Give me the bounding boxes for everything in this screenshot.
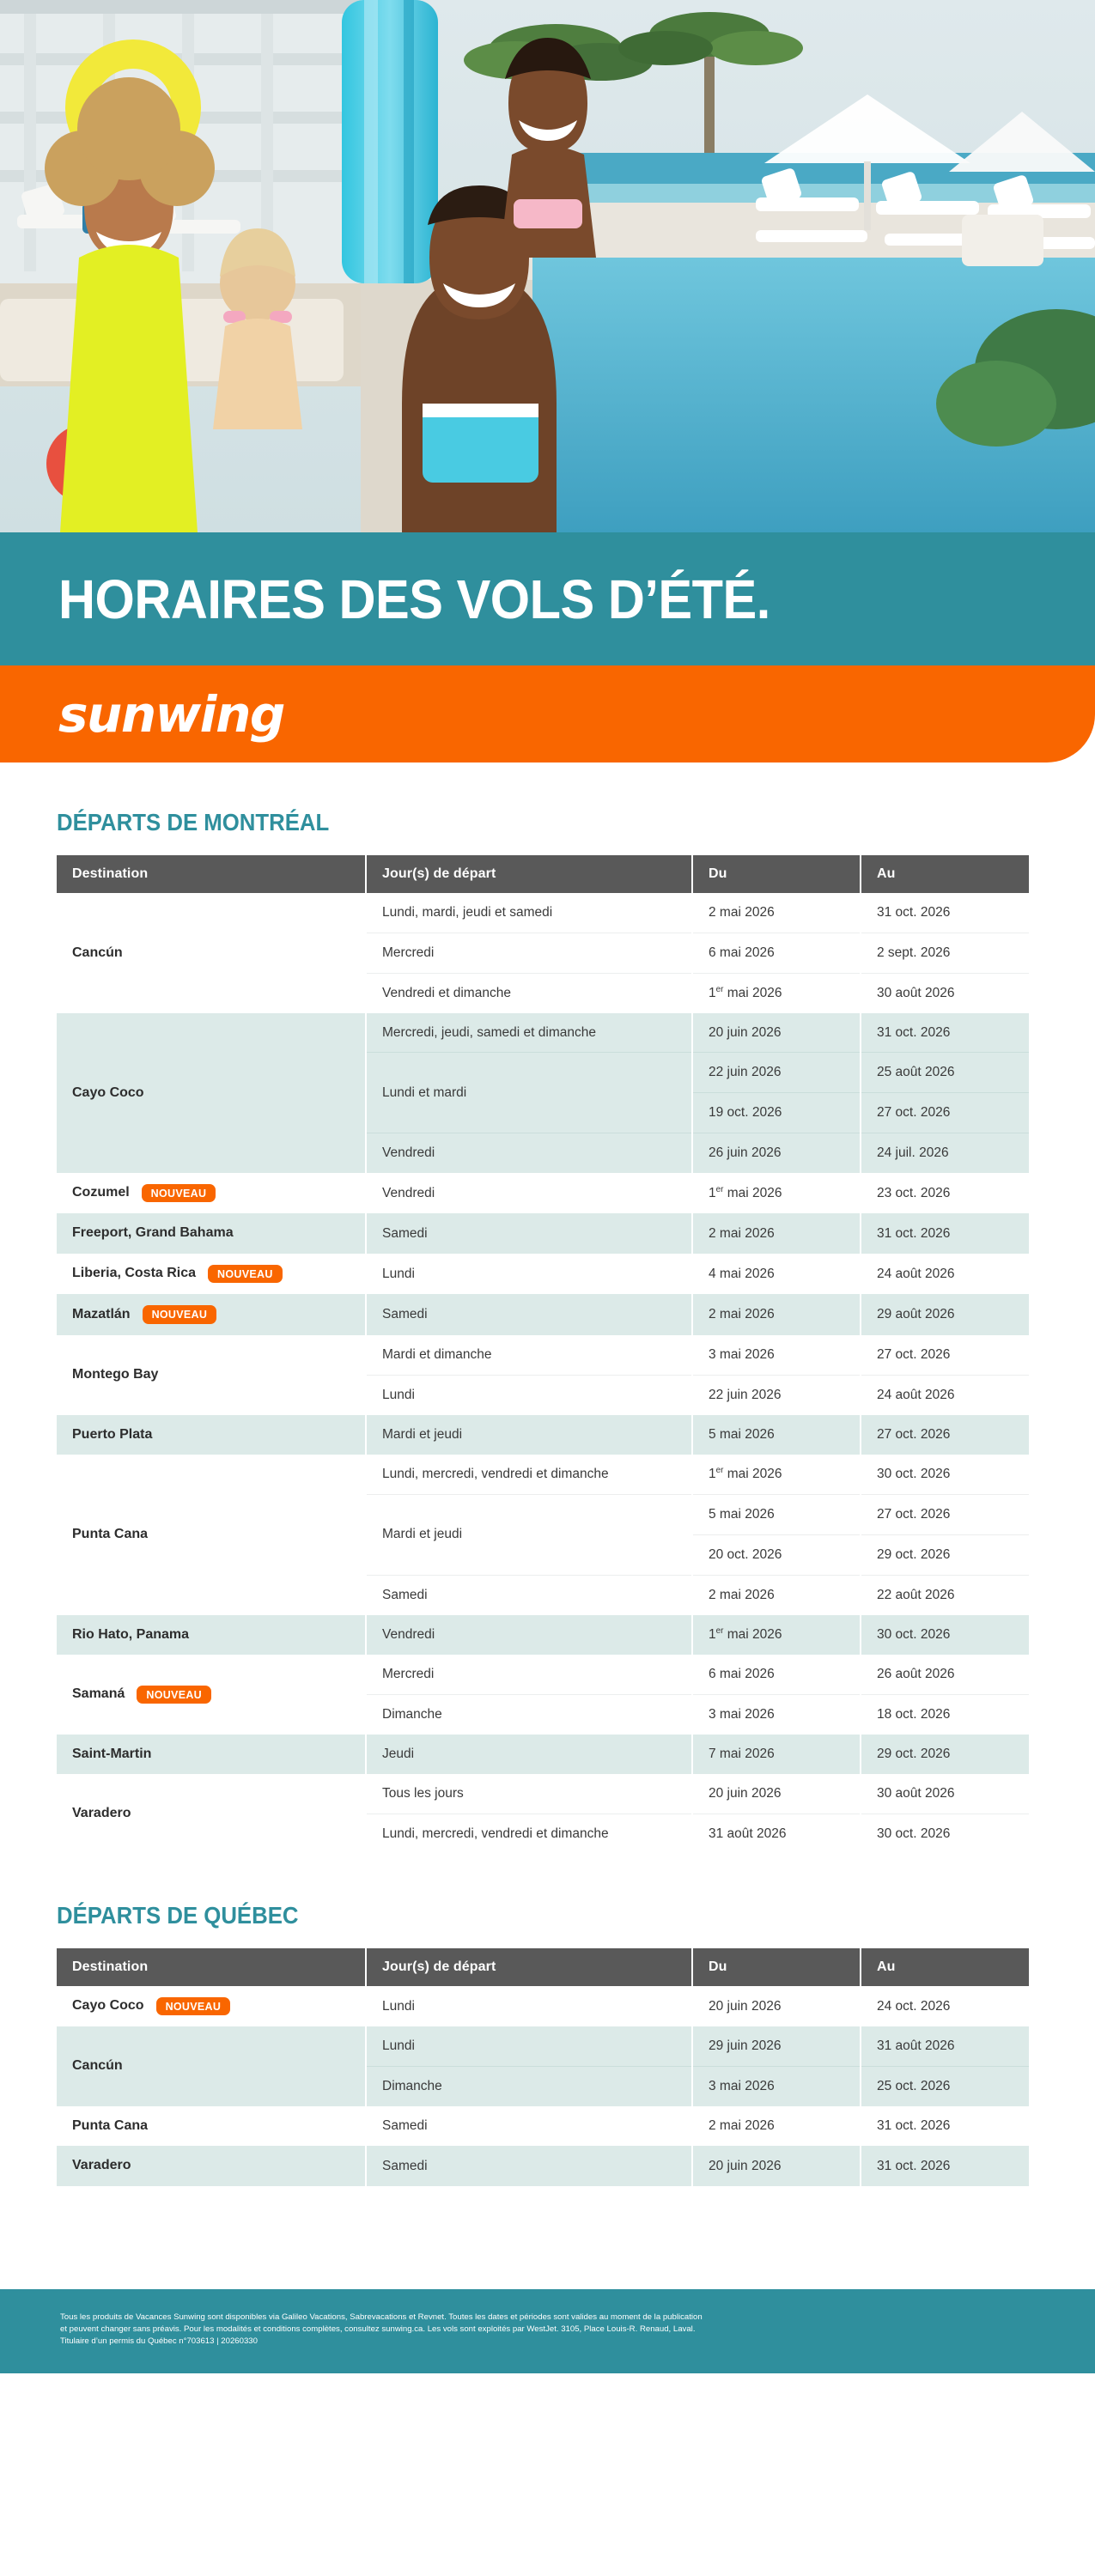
destination-name: Cayo Coco	[72, 1084, 144, 1100]
departure-days-cell: Lundi et mardi	[366, 1053, 692, 1133]
departure-days-cell: Lundi	[366, 1254, 692, 1295]
sunwing-logo: sunwing	[58, 684, 284, 744]
destination-cell	[57, 2106, 366, 2146]
date-from-cell: 26 juin 2026	[692, 1133, 861, 1173]
brand-band	[0, 665, 1095, 762]
table-row	[57, 1774, 1029, 1814]
date-to-cell: 31 oct. 2026	[861, 2146, 1029, 2185]
column-header-2: Du	[692, 855, 861, 893]
date-to-cell: 2 sept. 2026	[861, 933, 1029, 973]
date-from-cell: 20 juin 2026	[692, 2146, 861, 2185]
departure-days-cell: Lundi, mercredi, vendredi et dimanche	[366, 1814, 692, 1853]
column-header-0: Destination	[57, 855, 366, 893]
destination-name: Cozumel	[72, 1185, 130, 1200]
departure-days-cell: Jeudi	[366, 1735, 692, 1774]
date-from-cell: 22 juin 2026	[692, 1053, 861, 1093]
date-to-cell: 30 août 2026	[861, 1774, 1029, 1814]
date-to-cell: 29 oct. 2026	[861, 1735, 1029, 1774]
date-to-cell: 24 oct. 2026	[861, 1986, 1029, 2027]
departure-days-cell: Mercredi	[366, 1655, 692, 1694]
column-header-2: Du	[692, 1948, 861, 1986]
destination-cell	[57, 1213, 366, 1253]
departure-days-cell: Mardi et jeudi	[366, 1415, 692, 1455]
destination-name: Mazatlán	[72, 1306, 131, 1321]
destination-name: Saint-Martin	[72, 1746, 152, 1761]
departure-days-cell: Lundi	[366, 2026, 692, 2066]
destination-cell	[57, 1455, 366, 1614]
departure-days-cell: Dimanche	[366, 1694, 692, 1734]
table-row	[57, 1986, 1029, 2027]
nouveau-badge: NOUVEAU	[208, 1265, 283, 1284]
date-from-cell: 1er mai 2026	[692, 1455, 861, 1494]
destination-name: Samaná	[72, 1686, 125, 1702]
departure-days-cell: Mercredi	[366, 933, 692, 973]
date-from-cell: 3 mai 2026	[692, 2067, 861, 2106]
destination-cell	[57, 893, 366, 1013]
table-row	[57, 1455, 1029, 1494]
date-from-cell: 7 mai 2026	[692, 1735, 861, 1774]
date-from-cell: 3 mai 2026	[692, 1335, 861, 1375]
departure-days-cell: Mercredi, jeudi, samedi et dimanche	[366, 1013, 692, 1053]
hero-photo	[0, 0, 1095, 532]
date-from-cell: 2 mai 2026	[692, 2106, 861, 2146]
date-from-cell: 20 juin 2026	[692, 1013, 861, 1053]
destination-name: Varadero	[72, 2158, 131, 2173]
legal-footer	[0, 2289, 1095, 2373]
destination-name: Cancún	[72, 2058, 123, 2074]
destination-cell	[57, 1655, 366, 1735]
date-to-cell: 31 oct. 2026	[861, 893, 1029, 933]
date-from-cell: 22 juin 2026	[692, 1375, 861, 1414]
departure-days-cell: Vendredi	[366, 1615, 692, 1655]
page-title: HORAIRES DES VOLS D’ÉTÉ.	[58, 568, 770, 630]
table-row	[57, 2106, 1029, 2146]
bottom-spacer	[0, 2186, 1095, 2234]
destination-cell	[57, 1173, 366, 1214]
date-to-cell: 24 août 2026	[861, 1375, 1029, 1414]
date-from-cell: 19 oct. 2026	[692, 1093, 861, 1133]
destination-name: Varadero	[72, 1806, 131, 1821]
date-from-cell: 20 juin 2026	[692, 1774, 861, 1814]
nouveau-badge: NOUVEAU	[137, 1686, 211, 1704]
column-header-1: Jour(s) de départ	[366, 1948, 692, 1986]
destination-cell	[57, 1615, 366, 1655]
date-to-cell: 31 oct. 2026	[861, 1013, 1029, 1053]
table-row	[57, 1254, 1029, 1295]
date-from-cell: 29 juin 2026	[692, 2026, 861, 2066]
date-from-cell: 20 juin 2026	[692, 1986, 861, 2027]
destination-cell	[57, 2146, 366, 2185]
schedule-table	[57, 855, 1029, 1854]
departure-days-cell: Lundi	[366, 1375, 692, 1414]
table-row	[57, 1735, 1029, 1774]
date-to-cell: 30 oct. 2026	[861, 1615, 1029, 1655]
destination-cell	[57, 1294, 366, 1335]
schedule-content	[0, 762, 1095, 2186]
destination-name: Puerto Plata	[72, 1426, 153, 1442]
date-from-cell: 5 mai 2026	[692, 1495, 861, 1535]
date-from-cell: 20 oct. 2026	[692, 1534, 861, 1575]
table-row	[57, 1213, 1029, 1253]
destination-name: Liberia, Costa Rica	[72, 1266, 197, 1281]
date-to-cell: 31 août 2026	[861, 2026, 1029, 2066]
footer-line-1: Tous les produits de Vacances Sunwing sont disponibles via Galileo Vacations, Sabrevacations et Revnet. Toutes les dates et périodes sont valides au moment de la publication	[60, 2312, 703, 2322]
section-title: DÉPARTS DE QUÉBEC	[57, 1901, 299, 1929]
table-row	[57, 893, 1029, 933]
departure-days-cell: Vendredi et dimanche	[366, 973, 692, 1012]
date-to-cell: 29 août 2026	[861, 1294, 1029, 1335]
destination-cell	[57, 1335, 366, 1415]
date-from-cell: 31 août 2026	[692, 1814, 861, 1853]
departure-days-cell: Lundi	[366, 1986, 692, 2027]
column-header-1: Jour(s) de départ	[366, 855, 692, 893]
date-to-cell: 25 août 2026	[861, 1053, 1029, 1093]
date-from-cell: 2 mai 2026	[692, 1575, 861, 1614]
departure-days-cell: Tous les jours	[366, 1774, 692, 1814]
date-to-cell: 31 oct. 2026	[861, 2106, 1029, 2146]
date-from-cell: 3 mai 2026	[692, 1694, 861, 1734]
footer-line-2: et peuvent changer sans préavis. Pour les modalités et conditions complètes, consultez sunwing.ca. Les vols sont exploités par WestJet. 3105, Place Louis-R. Renaud, Laval.	[60, 2324, 696, 2334]
nouveau-badge: NOUVEAU	[142, 1184, 216, 1203]
date-to-cell: 27 oct. 2026	[861, 1093, 1029, 1133]
destination-cell	[57, 1415, 366, 1455]
date-to-cell: 22 août 2026	[861, 1575, 1029, 1614]
date-from-cell: 2 mai 2026	[692, 1294, 861, 1335]
table-row	[57, 1294, 1029, 1335]
section-title: DÉPARTS DE MONTRÉAL	[57, 809, 330, 835]
departure-days-cell: Samedi	[366, 1575, 692, 1614]
date-to-cell: 30 oct. 2026	[861, 1455, 1029, 1494]
destination-name: Punta Cana	[72, 2117, 149, 2133]
column-header-0: Destination	[57, 1948, 366, 1986]
destination-name: Punta Cana	[72, 1527, 149, 1542]
departure-days-cell: Samedi	[366, 1294, 692, 1335]
date-to-cell: 30 oct. 2026	[861, 1814, 1029, 1853]
destination-name: Cayo Coco	[72, 1998, 144, 2014]
table-row	[57, 1013, 1029, 1053]
date-to-cell: 18 oct. 2026	[861, 1694, 1029, 1734]
footer-line-3: Titulaire d’un permis du Québec n°703613 | 20260330	[60, 2336, 258, 2346]
date-to-cell: 24 août 2026	[861, 1254, 1029, 1295]
date-from-cell: 1er mai 2026	[692, 1173, 861, 1214]
table-row	[57, 1335, 1029, 1375]
departure-days-cell: Vendredi	[366, 1173, 692, 1214]
date-to-cell: 23 oct. 2026	[861, 1173, 1029, 1214]
nouveau-badge: NOUVEAU	[143, 1305, 217, 1324]
departure-days-cell: Samedi	[366, 2106, 692, 2146]
destination-cell	[57, 1774, 366, 1854]
date-from-cell: 6 mai 2026	[692, 933, 861, 973]
date-to-cell: 31 oct. 2026	[861, 1213, 1029, 1253]
date-from-cell: 6 mai 2026	[692, 1655, 861, 1694]
column-header-3: Au	[861, 855, 1029, 893]
departure-days-cell: Lundi, mardi, jeudi et samedi	[366, 893, 692, 933]
destination-cell	[57, 1735, 366, 1774]
departure-days-cell: Lundi, mercredi, vendredi et dimanche	[366, 1455, 692, 1494]
date-to-cell: 24 juil. 2026	[861, 1133, 1029, 1173]
date-from-cell: 1er mai 2026	[692, 1615, 861, 1655]
date-to-cell: 25 oct. 2026	[861, 2067, 1029, 2106]
date-to-cell: 27 oct. 2026	[861, 1495, 1029, 1535]
date-from-cell: 5 mai 2026	[692, 1415, 861, 1455]
departure-days-cell: Mardi et jeudi	[366, 1495, 692, 1576]
date-to-cell: 29 oct. 2026	[861, 1534, 1029, 1575]
table-row	[57, 1655, 1029, 1694]
destination-name: Freeport, Grand Bahama	[72, 1225, 234, 1241]
date-to-cell: 27 oct. 2026	[861, 1335, 1029, 1375]
date-to-cell: 30 août 2026	[861, 973, 1029, 1012]
table-row	[57, 2146, 1029, 2185]
column-header-3: Au	[861, 1948, 1029, 1986]
date-to-cell: 26 août 2026	[861, 1655, 1029, 1694]
date-to-cell: 27 oct. 2026	[861, 1415, 1029, 1455]
schedule-table	[57, 1948, 1029, 2186]
departure-days-cell: Samedi	[366, 2146, 692, 2185]
date-from-cell: 4 mai 2026	[692, 1254, 861, 1295]
table-row	[57, 1415, 1029, 1455]
destination-name: Rio Hato, Panama	[72, 1626, 190, 1642]
sections-root	[41, 809, 1054, 2186]
departure-days-cell: Dimanche	[366, 2067, 692, 2106]
destination-cell	[57, 1254, 366, 1295]
destination-cell	[57, 2026, 366, 2106]
nouveau-badge: NOUVEAU	[156, 1997, 231, 2016]
date-from-cell: 1er mai 2026	[692, 973, 861, 1012]
date-from-cell: 2 mai 2026	[692, 1213, 861, 1253]
departure-days-cell: Samedi	[366, 1213, 692, 1253]
table-row	[57, 2026, 1029, 2066]
departure-days-cell: Mardi et dimanche	[366, 1335, 692, 1375]
destination-cell	[57, 1986, 366, 2027]
title-band	[0, 532, 1095, 665]
destination-name: Montego Bay	[72, 1367, 159, 1382]
departure-days-cell: Vendredi	[366, 1133, 692, 1173]
date-from-cell: 2 mai 2026	[692, 893, 861, 933]
destination-cell	[57, 1013, 366, 1173]
destination-name: Cancún	[72, 945, 123, 960]
table-row	[57, 1173, 1029, 1214]
table-row	[57, 1615, 1029, 1655]
